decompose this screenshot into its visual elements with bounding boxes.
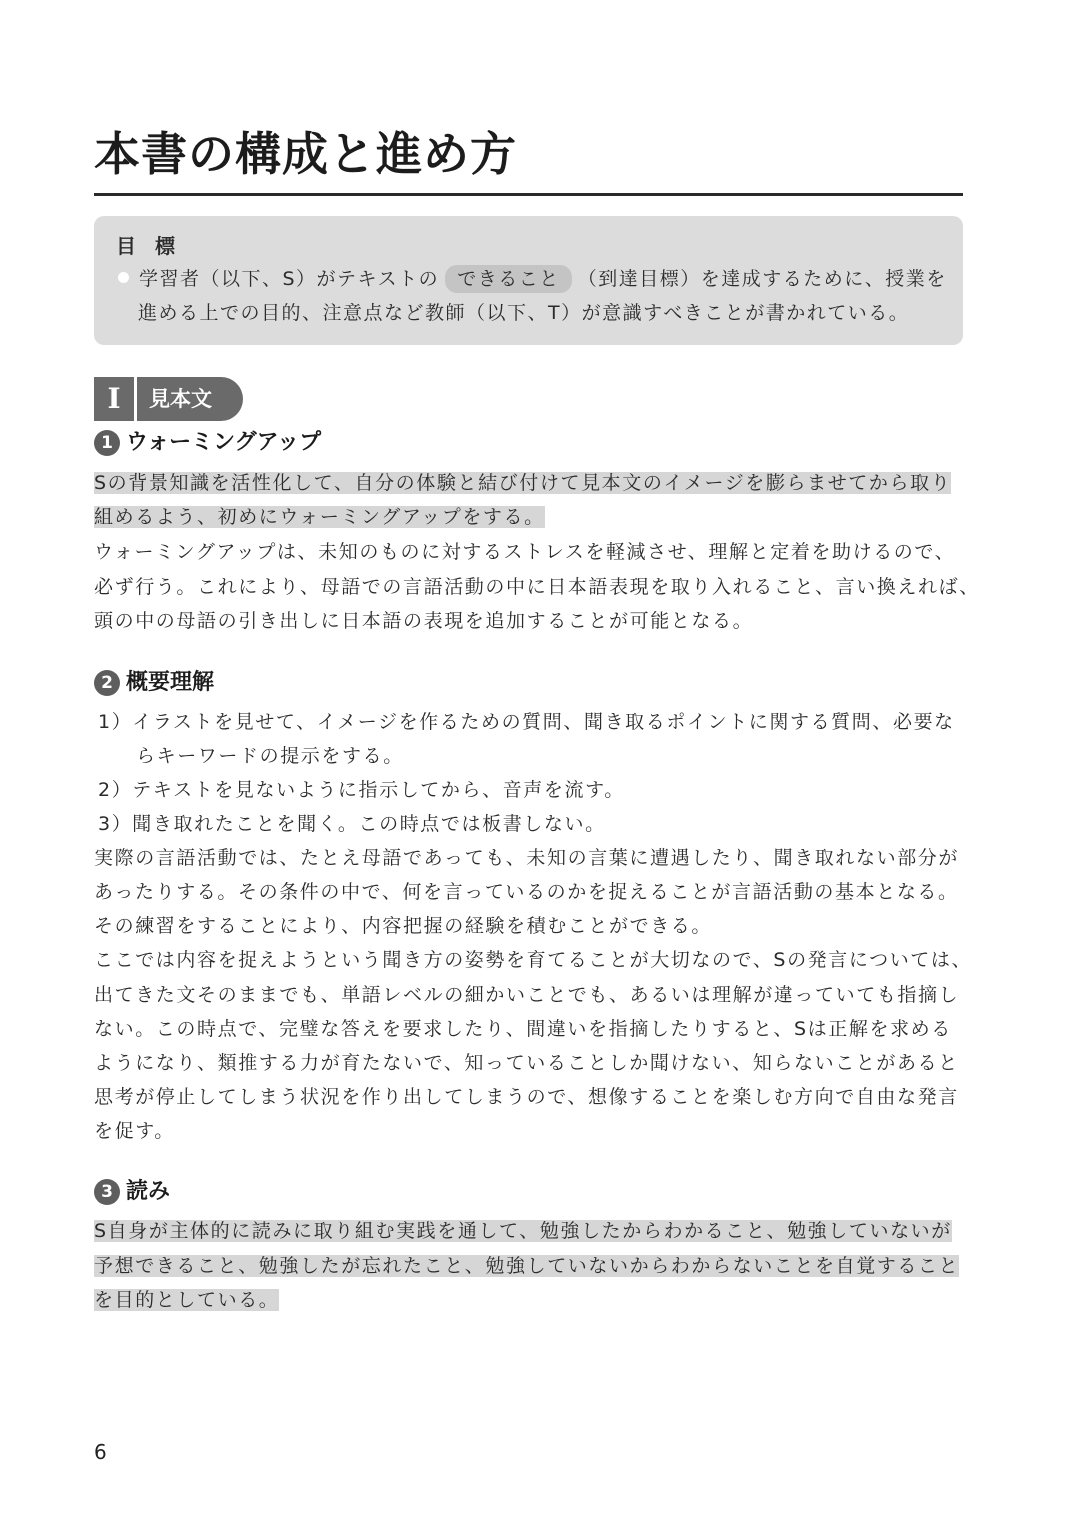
text-line: ない。この時点で、完璧な答えを要求したり、間違いを指摘したりすると、Sは正解を求める (94, 1018, 952, 1040)
section-numeral: I (94, 377, 134, 421)
goal-line-1 (118, 262, 947, 296)
text-line: 思考が停止してしまう状況を作り出してしまうので、想像することを楽しむ方向で自由な発言 (94, 1086, 959, 1108)
subheading-1 (94, 428, 321, 458)
goal-text-1: 学習者（以下、S）がテキストの (139, 268, 440, 290)
subheading-3 (94, 1177, 170, 1207)
text-line: 実際の言語活動では、たとえ母語であっても、未知の言葉に遭遇したり、聞き取れない部分が (94, 847, 960, 869)
subheading-1-title: ウォーミングアップ (126, 430, 322, 455)
number-circle-icon: 2 (94, 670, 120, 696)
bullet-icon (118, 272, 129, 283)
text-line: ここでは内容を捉えようという聞き方の姿勢を育てることが大切なので、Sの発言については、 (94, 949, 973, 971)
text-line: 出てきた文そのままでも、単語レベルの細かいことでも、あるいは理解が違っていても指摘し (94, 984, 960, 1006)
section-label: 見本文 (137, 377, 243, 421)
subheading-3-title: 読み (126, 1179, 171, 1204)
text-line: 必ず行う。これにより、母語での言語活動の中に日本語表現を取り入れること、言い換えれば、 (94, 576, 980, 598)
number-circle-icon: 3 (94, 1179, 120, 1205)
goal-pill: できること (445, 265, 572, 293)
text-line: 頭の中の母語の引き出しに日本語の表現を追加することが可能となる。 (94, 610, 754, 632)
text-line (94, 466, 951, 500)
list-item: 2）テキストを見ないように指示してから、音声を流す。 (98, 779, 625, 801)
highlighted-text: 予想できること、勉強したが忘れたこと、勉強していないからわからないことを自覚すること (94, 1255, 960, 1277)
list-item: 1）イラストを見せて、イメージを作るための質問、聞き取るポイントに関する質問、必要な (98, 711, 955, 733)
goal-text-2: （到達目標）を達成するために、授業を (577, 268, 947, 290)
text-line (94, 1283, 279, 1317)
text-line: その練習をすることにより、内容把握の経験を積むことができる。 (94, 915, 713, 937)
text-line: ウォーミングアップは、未知のものに対するストレスを軽減させ、理解と定着を助けるので、 (94, 541, 956, 563)
highlighted-text: を目的としている。 (94, 1289, 280, 1311)
subheading-2-title: 概要理解 (126, 670, 215, 695)
list-item-continuation: らキーワードの提示をする。 (136, 745, 404, 767)
goal-line-2: 進める上での目的、注意点など教師（以下、T）が意識すべきことが書かれている。 (138, 302, 910, 324)
highlighted-text: S自身が主体的に読みに取り組む実践を通して、勉強したからわかること、勉強していないが (94, 1220, 952, 1242)
subheading-2 (94, 668, 214, 698)
text-line: あったりする。その条件の中で、何を言っているのかを捉えることが言語活動の基本となる。 (94, 881, 959, 903)
page-title: 本書の構成と進め方 (94, 127, 517, 181)
goal-heading: 目 標 (116, 234, 181, 258)
highlighted-text: Sの背景知識を活性化して、自分の体験と結び付けて見本文のイメージを膨らませてから取り (94, 472, 952, 494)
text-line: ようになり、類推する力が育たないで、知っていることしか聞けない、知らないことがあると (94, 1052, 959, 1074)
number-circle-icon: 1 (94, 430, 120, 456)
text-line (94, 1249, 959, 1283)
title-rule (94, 193, 963, 196)
text-line: を促す。 (94, 1120, 175, 1142)
page-number: 6 (94, 1440, 107, 1464)
text-line (94, 1214, 952, 1248)
text-line (94, 500, 545, 534)
highlighted-text: 組めるよう、初めにウォーミングアップをする。 (94, 506, 545, 528)
list-item: 3）聞き取れたことを聞く。この時点では板書しない。 (98, 813, 606, 835)
